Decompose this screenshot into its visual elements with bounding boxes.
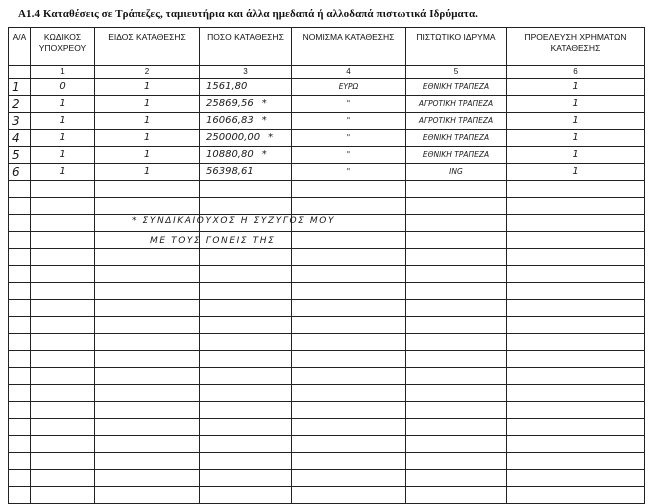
empty-cell [507, 351, 645, 368]
cell-currency-value: " [346, 133, 351, 142]
col-header-code: ΚΩΔΙΚΟΣ ΥΠΟΧΡΕΟΥ [31, 28, 95, 66]
empty-cell [292, 351, 406, 368]
empty-cell [292, 198, 406, 215]
empty-cell [95, 368, 200, 385]
empty-cell [31, 470, 95, 487]
cell-origin-value: 1 [572, 149, 579, 160]
cell-amount-value: 25869,56 [206, 98, 254, 109]
cell-type [95, 130, 200, 147]
empty-cell [406, 402, 507, 419]
empty-cell [406, 453, 507, 470]
cell-type-value: 1 [143, 132, 151, 143]
empty-cell [200, 419, 292, 436]
empty-cell [31, 402, 95, 419]
cell-currency [292, 164, 406, 181]
cell-bank [406, 96, 507, 113]
empty-table-row [9, 334, 645, 351]
empty-cell [200, 385, 292, 402]
empty-cell [507, 181, 645, 198]
empty-cell [507, 215, 645, 232]
empty-cell [9, 232, 31, 249]
cell-amount [200, 130, 292, 147]
empty-cell [200, 351, 292, 368]
cell-bank-value: ΕΘΝΙΚΗ ΤΡΑΠΕΖΑ [422, 150, 490, 159]
empty-cell [31, 249, 95, 266]
empty-cell [292, 317, 406, 334]
empty-cell [406, 317, 507, 334]
cell-amount [200, 164, 292, 181]
empty-cell [200, 198, 292, 215]
cell-aa-value: 4 [12, 131, 20, 145]
empty-cell [31, 266, 95, 283]
empty-cell [9, 266, 31, 283]
section-title: Α1.4 Καταθέσεις σε Τράπεζες, ταμιευτήρια και άλλα ημεδαπά ή αλλοδαπά πιστωτικά Ιδρύματα. [18, 8, 479, 20]
cell-origin [507, 79, 645, 96]
cell-code-value: 1 [59, 166, 66, 177]
cell-code-value: 1 [59, 98, 66, 109]
cell-code-value: 1 [59, 115, 66, 126]
joint-holder-mark: * [261, 149, 267, 160]
empty-cell [292, 266, 406, 283]
deposits-table [8, 27, 645, 504]
empty-cell [406, 436, 507, 453]
empty-cell [9, 181, 31, 198]
cell-origin [507, 96, 645, 113]
table-row [9, 113, 645, 130]
joint-holder-mark: * [261, 115, 267, 126]
cell-type [95, 96, 200, 113]
empty-cell [95, 453, 200, 470]
empty-cell [9, 419, 31, 436]
table-row [9, 79, 645, 96]
empty-cell [31, 368, 95, 385]
empty-cell [200, 368, 292, 385]
cell-origin [507, 130, 645, 147]
cell-type-value: 1 [143, 81, 151, 92]
cell-bank-value: ING [449, 167, 463, 176]
empty-cell [95, 402, 200, 419]
empty-cell [292, 419, 406, 436]
cell-currency-value: ΕΥΡΩ [338, 82, 359, 91]
cell-bank-value: ΕΘΝΙΚΗ ΤΡΑΠΕΖΑ [422, 82, 490, 91]
empty-cell [292, 470, 406, 487]
empty-cell [406, 181, 507, 198]
cell-type [95, 147, 200, 164]
cell-origin-value: 1 [572, 81, 579, 92]
cell-currency [292, 147, 406, 164]
cell-currency [292, 79, 406, 96]
empty-table-row [9, 300, 645, 317]
cell-code [31, 113, 95, 130]
empty-cell [507, 317, 645, 334]
cell-code [31, 79, 95, 96]
empty-cell [406, 351, 507, 368]
cell-origin-value: 1 [572, 98, 579, 109]
cell-type [95, 79, 200, 96]
cell-amount-value: 16066,83 [206, 115, 254, 126]
cell-amount-value: 56398,61 [206, 166, 254, 177]
empty-table-row [9, 453, 645, 470]
empty-cell [31, 351, 95, 368]
empty-cell [507, 368, 645, 385]
cell-bank [406, 113, 507, 130]
empty-cell [292, 453, 406, 470]
empty-cell [406, 215, 507, 232]
empty-cell [9, 453, 31, 470]
empty-cell [507, 198, 645, 215]
cell-type-value: 1 [143, 98, 151, 109]
empty-cell [200, 487, 292, 504]
empty-cell [292, 334, 406, 351]
empty-cell [31, 198, 95, 215]
empty-cell [507, 402, 645, 419]
empty-cell [200, 436, 292, 453]
cell-code-value: 1 [59, 132, 66, 143]
empty-cell [9, 215, 31, 232]
cell-bank [406, 164, 507, 181]
empty-cell [200, 266, 292, 283]
empty-cell [406, 300, 507, 317]
empty-cell [9, 436, 31, 453]
joint-holder-mark: * [268, 132, 274, 143]
empty-cell [31, 385, 95, 402]
empty-cell [200, 317, 292, 334]
cell-origin-value: 1 [572, 115, 579, 126]
empty-cell [507, 232, 645, 249]
empty-cell [406, 249, 507, 266]
empty-cell [9, 351, 31, 368]
cell-aa [9, 79, 31, 96]
col-header-origin: ΠΡΟΕΛΕΥΣΗ ΧΡΗΜΑΤΩΝ ΚΑΤΑΘΕΣΗΣ [507, 28, 645, 66]
empty-cell [406, 266, 507, 283]
cell-code [31, 147, 95, 164]
col-header-currency: ΝΟΜΙΣΜΑ ΚΑΤΑΘΕΣΗΣ [292, 28, 406, 66]
empty-cell [507, 453, 645, 470]
empty-cell [507, 334, 645, 351]
cell-currency [292, 96, 406, 113]
cell-type-value: 1 [143, 115, 151, 126]
empty-cell [95, 283, 200, 300]
empty-table-row [9, 283, 645, 300]
empty-cell [95, 385, 200, 402]
empty-cell [95, 317, 200, 334]
handwritten-note-line2: ΜΕ ΤΟΥΣ ΓΟΝΕΙΣ ΤΗΣ [150, 236, 276, 246]
empty-cell [95, 351, 200, 368]
empty-table-row [9, 419, 645, 436]
cell-aa [9, 164, 31, 181]
empty-cell [95, 436, 200, 453]
table-row [9, 130, 645, 147]
empty-cell [200, 470, 292, 487]
cell-code [31, 130, 95, 147]
cell-aa-value: 3 [12, 114, 20, 128]
empty-cell [9, 300, 31, 317]
empty-cell [9, 402, 31, 419]
empty-cell [9, 470, 31, 487]
empty-cell [9, 334, 31, 351]
empty-table-row [9, 402, 645, 419]
empty-cell [292, 402, 406, 419]
empty-table-row [9, 368, 645, 385]
empty-cell [9, 249, 31, 266]
cell-currency-value: " [346, 150, 351, 159]
empty-cell [200, 249, 292, 266]
empty-cell [9, 385, 31, 402]
empty-cell [507, 419, 645, 436]
empty-table-row [9, 351, 645, 368]
empty-cell [9, 368, 31, 385]
cell-amount-value: 10880,80 [206, 149, 254, 160]
cell-code [31, 96, 95, 113]
cell-type-value: 1 [143, 166, 151, 177]
empty-cell [200, 181, 292, 198]
header-row [9, 28, 645, 66]
cell-type-value: 1 [143, 149, 151, 160]
cell-amount [200, 79, 292, 96]
column-number-row [9, 66, 645, 79]
empty-cell [200, 300, 292, 317]
col-number: 2 [95, 66, 200, 79]
empty-cell [292, 385, 406, 402]
empty-cell [95, 249, 200, 266]
empty-cell [200, 334, 292, 351]
empty-cell [292, 487, 406, 504]
empty-cell [507, 266, 645, 283]
joint-holder-mark: * [261, 98, 267, 109]
empty-cell [292, 181, 406, 198]
empty-cell [9, 487, 31, 504]
empty-cell [95, 300, 200, 317]
empty-cell [406, 368, 507, 385]
cell-amount [200, 113, 292, 130]
cell-bank-value: ΑΓΡΟΤΙΚΗ ΤΡΑΠΕΖΑ [418, 99, 494, 108]
cell-amount [200, 96, 292, 113]
empty-cell [9, 283, 31, 300]
empty-cell [292, 232, 406, 249]
col-number: 1 [31, 66, 95, 79]
cell-aa [9, 147, 31, 164]
empty-cell [31, 283, 95, 300]
empty-table-row [9, 266, 645, 283]
cell-bank-value: ΕΘΝΙΚΗ ΤΡΑΠΕΖΑ [422, 133, 490, 142]
empty-cell [95, 266, 200, 283]
empty-table-row [9, 181, 645, 198]
empty-cell [31, 181, 95, 198]
cell-aa [9, 130, 31, 147]
cell-currency-value: " [346, 116, 351, 125]
cell-code [31, 164, 95, 181]
col-number: 3 [200, 66, 292, 79]
empty-cell [292, 249, 406, 266]
empty-cell [406, 232, 507, 249]
empty-cell [406, 385, 507, 402]
cell-currency-value: " [346, 167, 351, 176]
empty-cell [507, 283, 645, 300]
empty-cell [95, 470, 200, 487]
cell-currency-value: " [346, 99, 351, 108]
cell-currency [292, 130, 406, 147]
empty-cell [31, 300, 95, 317]
cell-origin [507, 147, 645, 164]
col-number: 6 [507, 66, 645, 79]
cell-aa-value: 2 [12, 97, 20, 111]
empty-cell [31, 334, 95, 351]
empty-cell [507, 470, 645, 487]
cell-aa-value: 5 [12, 148, 20, 162]
empty-cell [31, 232, 95, 249]
empty-cell [95, 419, 200, 436]
empty-table-row [9, 487, 645, 504]
handwritten-note-line1: * ΣΥΝΔΙΚΑΙΟΥΧΟΣ Η ΣΥΖΥΓΟΣ ΜΟΥ [132, 216, 336, 226]
empty-table-row [9, 436, 645, 453]
col-header-bank: ΠΙΣΤΩΤΙΚΟ ΙΔΡΥΜΑ [406, 28, 507, 66]
empty-cell [292, 436, 406, 453]
empty-cell [507, 300, 645, 317]
cell-aa-value: 1 [12, 80, 20, 94]
empty-table-row [9, 317, 645, 334]
cell-bank [406, 147, 507, 164]
cell-aa [9, 113, 31, 130]
cell-origin-value: 1 [572, 166, 579, 177]
empty-cell [292, 300, 406, 317]
empty-cell [406, 283, 507, 300]
cell-bank [406, 79, 507, 96]
cell-type [95, 113, 200, 130]
cell-currency [292, 113, 406, 130]
empty-cell [406, 470, 507, 487]
empty-table-row [9, 198, 645, 215]
cell-type [95, 164, 200, 181]
cell-code-value: 1 [59, 149, 66, 160]
empty-cell [292, 368, 406, 385]
table-row [9, 147, 645, 164]
empty-cell [95, 334, 200, 351]
empty-cell [507, 385, 645, 402]
empty-cell [31, 419, 95, 436]
cell-amount-value: 250000,00 [206, 132, 261, 143]
empty-cell [9, 317, 31, 334]
empty-cell [200, 453, 292, 470]
empty-cell [31, 436, 95, 453]
col-header-amount: ΠΟΣΟ ΚΑΤΑΘΕΣΗΣ [200, 28, 292, 66]
empty-table-row [9, 232, 645, 249]
cell-origin [507, 164, 645, 181]
empty-cell [95, 487, 200, 504]
cell-amount [200, 147, 292, 164]
col-number: 4 [292, 66, 406, 79]
col-number [9, 66, 31, 79]
empty-cell [95, 198, 200, 215]
empty-cell [406, 198, 507, 215]
cell-aa-value: 6 [12, 165, 20, 179]
col-number: 5 [406, 66, 507, 79]
empty-table-row [9, 470, 645, 487]
empty-cell [31, 487, 95, 504]
cell-origin [507, 113, 645, 130]
empty-cell [200, 283, 292, 300]
empty-cell [406, 419, 507, 436]
empty-cell [200, 402, 292, 419]
empty-table-row [9, 385, 645, 402]
empty-cell [507, 436, 645, 453]
cell-amount-value: 1561,80 [206, 81, 248, 92]
cell-code-value: 0 [59, 81, 66, 92]
cell-bank [406, 130, 507, 147]
empty-cell [31, 317, 95, 334]
empty-cell [507, 487, 645, 504]
empty-cell [406, 487, 507, 504]
empty-cell [9, 198, 31, 215]
empty-cell [292, 283, 406, 300]
empty-cell [95, 181, 200, 198]
table-row [9, 164, 645, 181]
empty-cell [406, 334, 507, 351]
empty-table-row [9, 249, 645, 266]
table-row [9, 96, 645, 113]
cell-aa [9, 96, 31, 113]
empty-cell [31, 215, 95, 232]
cell-bank-value: ΑΓΡΟΤΙΚΗ ΤΡΑΠΕΖΑ [418, 116, 494, 125]
col-header-type: ΕΙΔΟΣ ΚΑΤΑΘΕΣΗΣ [95, 28, 200, 66]
cell-origin-value: 1 [572, 132, 579, 143]
empty-cell [507, 249, 645, 266]
col-header-aa: Α/Α [9, 28, 31, 66]
empty-cell [31, 453, 95, 470]
